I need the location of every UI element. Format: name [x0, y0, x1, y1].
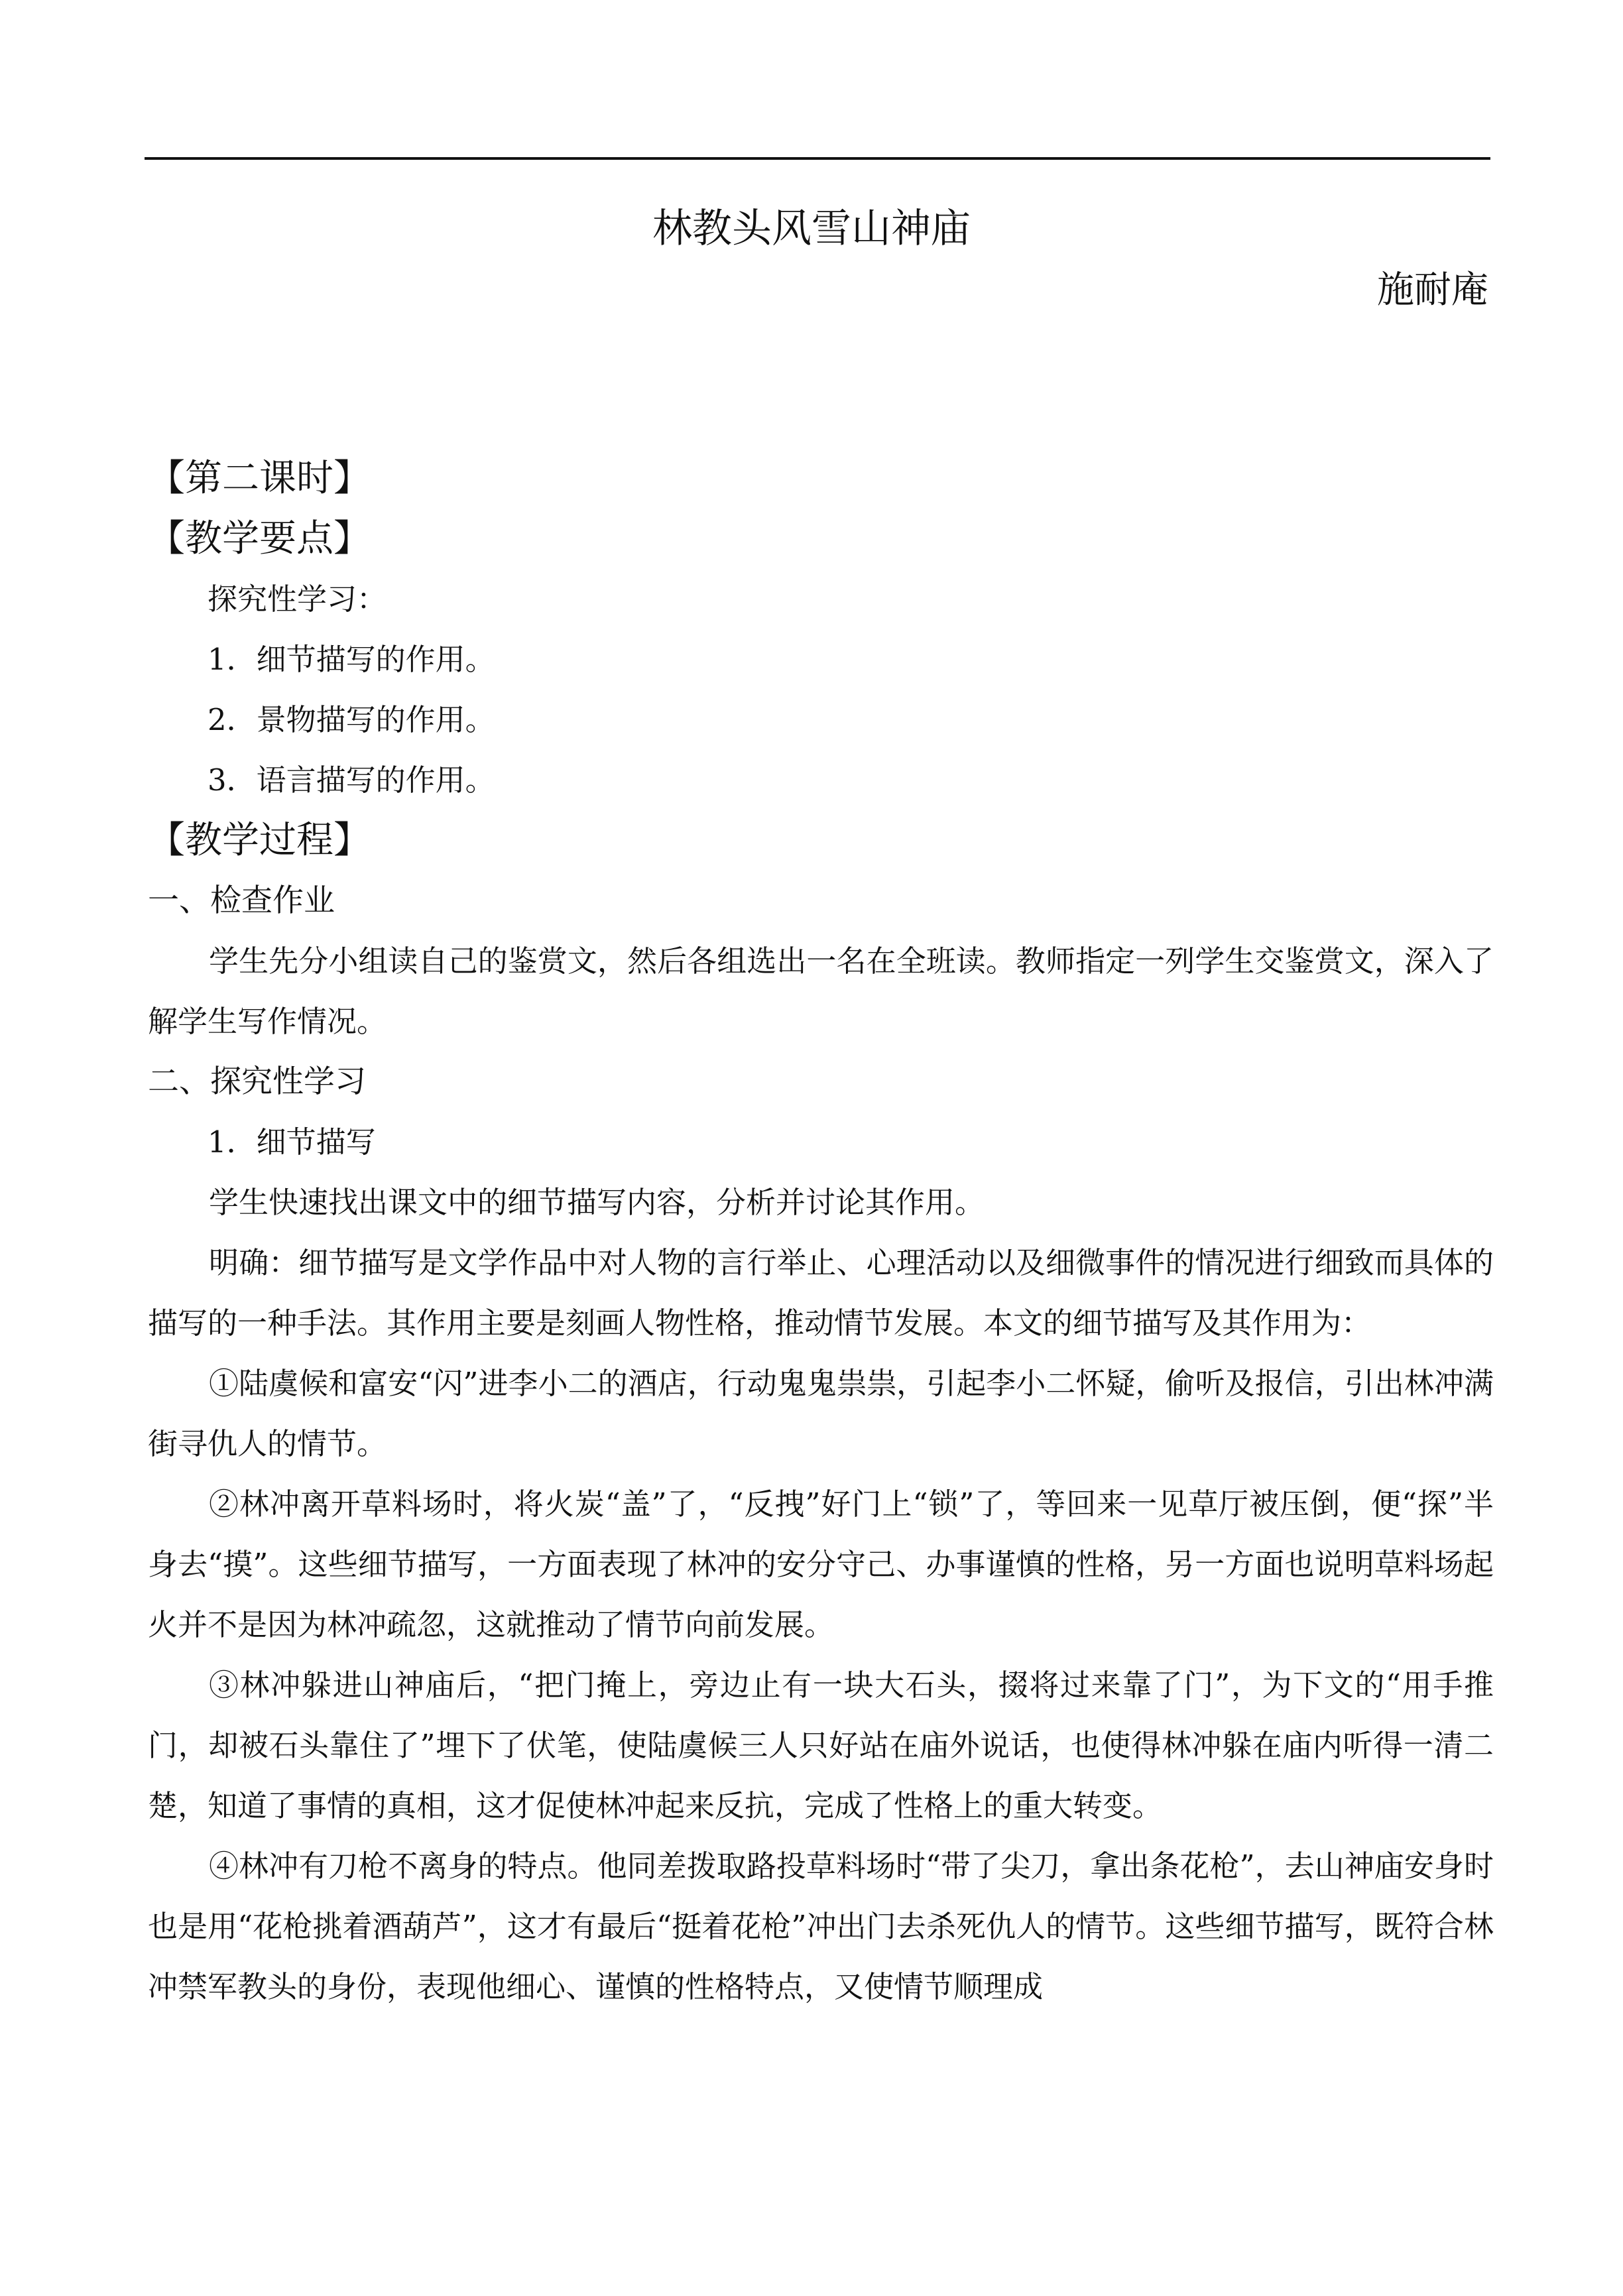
document-body — [148, 448, 1494, 2017]
document-author: 施耐庵 — [1377, 269, 1488, 312]
inquiry-label: 探究性学习： — [208, 581, 387, 617]
header-rule — [145, 157, 1490, 160]
key-point-item: 1．细节描写的作用。 — [208, 642, 495, 677]
detail-point-2: ②林冲离开草料场时，将火炭“盖”了，“反拽”好门上“锁”了，等回来一见草厅被压倒，便“探”半身去“摸”。这些细节描写，一方面表现了林冲的安分守己、办事谨慎的性格，另一方面也说明草料场起火并不是因为林冲疏忽，这就推动了情节向前发展。 — [148, 1486, 1494, 1642]
detail-point-3: ③林冲躲进山神庙后，“把门掩上，旁边止有一块大石头，掇将过来靠了门”，为下文的“用手推门，却被石头靠住了”埋下了伏笔，使陆虞候三人只好站在庙外说话，也使得林冲躲在庙内听得一清二楚，知道了事情的真相，这才促使林冲起来反抗，完成了性格上的重大转变。 — [148, 1667, 1494, 1823]
key-point-item: 2．景物描写的作用。 — [208, 702, 495, 737]
key-points-heading: 【教学要点】 — [148, 517, 371, 560]
step2-clarify-paragraph: 明确：细节描写是文学作品中对人物的言行举止、心理活动以及细微事件的情况进行细致而具体的描写的一种手法。其作用主要是刻画人物性格，推动情节发展。本文的细节描写及其作用为： — [148, 1245, 1494, 1341]
detail-point-1: ①陆虞候和富安“闪”进李小二的酒店，行动鬼鬼祟祟，引起李小二怀疑，偷听及报信，引出林冲满街寻仇人的情节。 — [148, 1366, 1494, 1461]
step1-heading: 一、检查作业 — [148, 882, 335, 919]
document-title: 林教头风雪山神庙 — [652, 206, 971, 252]
process-heading: 【教学过程】 — [148, 819, 371, 862]
detail-point-4: ④林冲有刀枪不离身的特点。他同差拨取路投草料场时“带了尖刀，拿出条花枪”，去山神庙安身时也是用“花枪挑着酒葫芦”，这才有最后“挺着花枪”冲出门去杀死仇人的情节。这些细节描写，既符合林冲禁军教头的身份，表现他细心、谨慎的性格特点，又使情节顺理成 — [148, 1848, 1494, 2004]
step1-paragraph: 学生先分小组读自己的鉴赏文，然后各组选出一名在全班读。教师指定一列学生交鉴赏文，深入了解学生写作情况。 — [148, 943, 1494, 1039]
step2-task-paragraph: 学生快速找出课文中的细节描写内容，分析并讨论其作用。 — [209, 1185, 985, 1220]
step2-subheading: 1．细节描写 — [208, 1124, 376, 1160]
lesson-heading: 【第二课时】 — [148, 457, 371, 500]
key-point-item: 3．语言描写的作用。 — [208, 762, 495, 798]
step2-heading: 二、探究性学习 — [148, 1063, 366, 1100]
